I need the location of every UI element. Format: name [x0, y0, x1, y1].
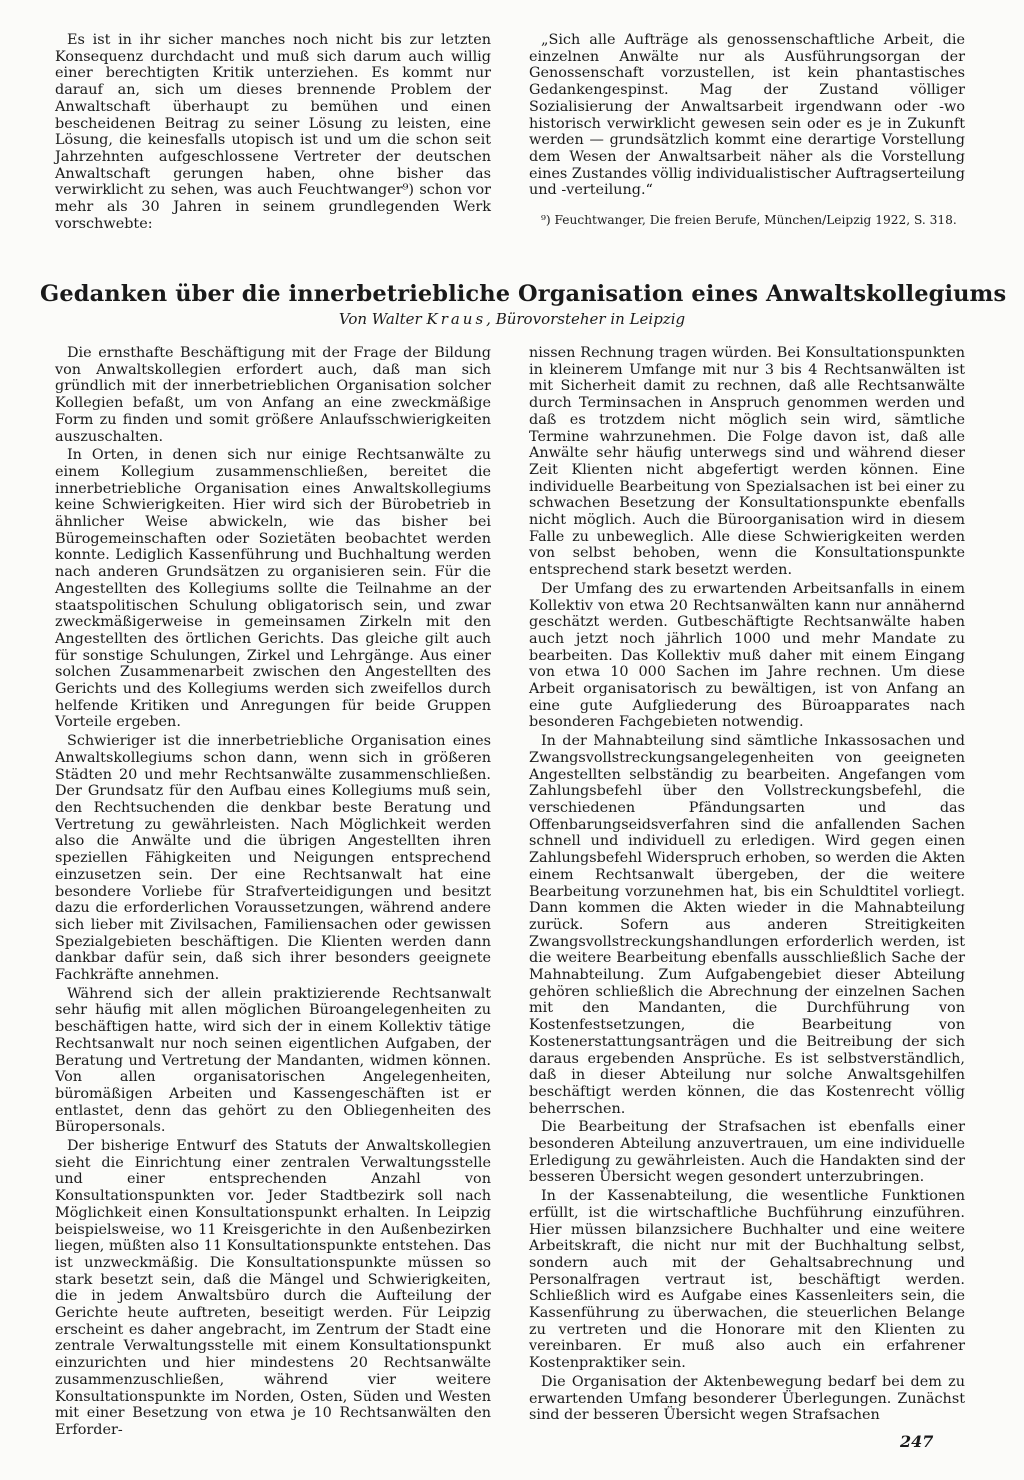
block-quote: „Sich alle Aufträge als genossenschaftliche Arbeit, die einzelnen Anwälte nur als Ausführungsorgan der Genossenschaft vorzustellen, ist kein phantastisches Gedankengespinst. Mag der Zustand völliger Sozialisierung der Anwaltsarbeit irgendwann oder -wo historisch verwirklicht gewesen sein oder es je in Zukunft werden — grundsätzlich kommt eine derartige Vorstellung dem Wesen der Anwaltsarbeit näher als die Vorstellung eines Zustandes völlig individualistischer Auftragserteilung und -verteilung.“: [529, 32, 965, 199]
top-right-column: [529, 32, 965, 232]
paragraph: Die Organisation der Aktenbewegung bedarf bei dem zu erwartenden Umfang besonderer Überlegungen. Zunächst sind der besseren Übersicht wegen Strafsachen: [529, 1373, 965, 1424]
paragraph: Die Bearbeitung der Strafsachen ist ebenfalls einer besonderen Abteilung anzuvertrauen, um eine individuelle Erledigung zu gewährleisten. Auch die Handakten sind der besseren Übersicht wegen gesondert unterzubringen.: [529, 1119, 965, 1186]
paragraph: In der Kassenabteilung, die wesentliche Funktionen erfüllt, ist die wirtschaftliche Buchführung einzuführen. Hier müssen bilanzsichere Buchhalter und eine weitere Arbeitskraft, die nicht nur mit der Buchhaltung selbst, sondern auch mit der Gehaltsabrechnung und Personalfragen vertraut ist, beschäftigt werden. Schließlich wird es Aufgabe eines Kassenleiters sein, die Kassenführung zu überwachen, die steuerlichen Belange zu vertreten und die Honorare mit den Klienten zu vereinbaren. Er muß also auch ein erfahrener Kostenpraktiker sein.: [529, 1188, 965, 1372]
paragraph: Es ist in ihr sicher manches noch nicht bis zur letzten Konsequenz durchdacht und muß sich darum auch willig einer berechtigten Kritik unterziehen. Es kommt nur darauf an, sich um dieses brennende Problem der Anwaltschaft überhaupt zu bemühen und einen bescheidenen Beitrag zu seiner Lösung zu leisten, eine Lösung, die keinesfalls utopisch ist und um die schon seit Jahrzehnten aufgeschlossene Vertreter der deutschen Anwaltschaft gerungen haben, ohne bisher das verwirklicht zu sehen, was auch Feuchtwanger⁹) schon vor mehr als 30 Jahren in seinem grundlegenden Werk vorschwebte:: [55, 32, 491, 232]
byline-prefix: Von Walter: [338, 310, 427, 328]
byline: [0, 310, 1024, 328]
page-number: 247: [900, 1432, 934, 1451]
article-body: [55, 345, 965, 1439]
paragraph: Die ernsthafte Beschäftigung mit der Frage der Bildung von Anwaltskollegien erfordert auch, daß man sich gründlich mit der innerbetrieblichen Organisation solcher Kollegien befaßt, um von Anfang an eine zweckmäßige Form zu finden und somit größere Anlaufsschwierigkeiten auszuschalten.: [55, 345, 491, 445]
top-left-column: [55, 32, 491, 232]
paragraph: Der Umfang des zu erwartenden Arbeitsanfalls in einem Kollektiv von etwa 20 Rechtsanwälten kann nur annähernd geschätzt werden. Gutbeschäftigte Rechtsanwälte haben auch jetzt noch jährlich 1000 und mehr Mandate zu bearbeiten. Das Kollektiv muß daher mit einem Eingang von etwa 10 000 Sachen im Jahre rechnen. Um diese Arbeit organisatorisch zu bewältigen, ist von Anfang an eine gute Aufgliederung des Büroapparates nach besonderen Fachgebieten notwendig.: [529, 580, 965, 731]
body-right-column: [529, 345, 965, 1439]
body-left-column: [55, 345, 491, 1439]
preceding-article-ending: [55, 32, 965, 232]
paragraph: In Orten, in denen sich nur einige Rechtsanwälte zu einem Kollegium zusammenschließen, bereitet die innerbetriebliche Organisation eines Anwaltskollegiums keine Schwierigkeiten. Hier wird sich der Bürobetrieb in ähnlicher Weise abwickeln, wie das bisher bei Bürogemeinschaften oder Sozietäten beobachtet werden konnte. Lediglich Kassenführung und Buchhaltung werden nach anderen Grundsätzen zu organisieren sein. Für die Angestellten des Kollegiums sollte die Teilnahme an der staatspolitischen Schulung obligatorisch sein, und zwar zweckmäßigerweise in gemeinsamen Zirkeln mit den Angestellten des örtlichen Gerichts. Das gleiche gilt auch für sonstige Schulungen, Zirkel und Lehrgänge. Aus einer solchen Zusammenarbeit zwischen den Angestellten des Gerichts und des Kollegiums werden sich zweifellos durch helfende Kritiken und Anregungen für beide Gruppen Vorteile ergeben.: [55, 447, 491, 731]
paragraph: In der Mahnabteilung sind sämtliche Inkassosachen und Zwangsvollstreckungsangelegenheiten von geeigneten Angestellten selbständig zu bearbeiten. Angefangen vom Zahlungsbefehl über den Vollstreckungsbefehl, die verschiedenen Pfändungsarten und das Offenbarungseidsverfahren sind die anfallenden Sachen schnell und individuell zu erledigen. Wird gegen einen Zahlungsbefehl Widerspruch erhoben, so werden die Akten einem Rechtsanwalt übergeben, der die weitere Bearbeitung vorzunehmen hat, bis ein Schuldtitel vorliegt. Dann kommen die Akten wieder in die Mahnabteilung zurück. Sofern aus anderen Streitigkeiten Zwangsvollstreckungshandlungen erforderlich werden, ist die weitere Bearbeitung ebenfalls ausschließlich Sache der Mahnabteilung. Zum Aufgabengebiet dieser Abteilung gehören schließlich die Abrechnung der einzelnen Sachen mit den Mandanten, die Durchführung von Kostenfestsetzungen, die Bearbeitung von Kostenerstattungsanträgen und die Beitreibung der sich daraus ergebenden Ansprüche. Es ist selbstverständlich, daß in dieser Abteilung nur solche Anwaltsgehilfen beschäftigt werden können, die das Kostenrecht völlig beherrschen.: [529, 733, 965, 1117]
footnote: ⁹) Feuchtwanger, Die freien Berufe, München/Leipzig 1922, S. 318.: [541, 213, 957, 228]
paragraph: Schwieriger ist die innerbetriebliche Organisation eines Anwaltskollegiums schon dann, wenn sich in größeren Städten 20 und mehr Rechtsanwälte zusammenschließen. Der Grundsatz für den Aufbau eines Kollegiums muß sein, den Rechtsuchenden die denkbar beste Beratung und Vertretung zu gewährleisten. Nach Möglichkeit werden also die Anwälte und die übrigen Angestellten ihren speziellen Fähigkeiten und Neigungen entsprechend einzusetzen sein. Der eine Rechtsanwalt hat eine besondere Vorliebe für Strafverteidigungen und besitzt dazu die erforderlichen Voraussetzungen, während andere sich lieber mit Zivilsachen, Familiensachen oder gewissen Spezialgebieten beschäftigen. Die Klienten werden dann dankbar dafür sein, daß sich ihrer besonders geeignete Fachkräfte annehmen.: [55, 733, 491, 984]
paragraph: Während sich der allein praktizierende Rechtsanwalt sehr häufig mit allen möglichen Büroangelegenheiten zu beschäftigen hatte, wird sich der in einem Kollektiv tätige Rechtsanwalt nur noch seinen eigentlichen Aufgaben, der Beratung und Vertretung der Mandanten, widmen können. Von allen organisatorischen Angelegenheiten, büromäßigen Arbeiten und Kassengeschäften ist er entlastet, denn das gehört zu den Obliegenheiten des Büropersonals.: [55, 985, 491, 1136]
author-name: Kraus: [426, 310, 487, 328]
paragraph: Der bisherige Entwurf des Statuts der Anwaltskollegien sieht die Einrichtung einer zentralen Verwaltungsstelle und einer entsprechenden Anzahl von Konsultationspunkten vor. Jeder Stadtbezirk soll nach Möglichkeit einen Konsultationspunkt erhalten. In Leipzig beispielsweise, wo 11 Kreisgerichte in den Außenbezirken liegen, müßten also 11 Konsultationspunkte entstehen. Das ist unzweckmäßig. Die Konsultationspunkte müssen so stark besetzt sein, daß die Mängel und Schwierigkeiten, die in jedem Anwaltsbüro durch die Aufteilung der Gerichte heute auftreten, beseitigt werden. Für Leipzig erscheint es daher angebracht, im Zentrum der Stadt eine zentrale Verwaltungsstelle mit einem Konsultationspunkt einzurichten und hier mindestens 20 Rechtsanwälte zusammenzuschließen, während vier weitere Konsultationspunkte im Norden, Osten, Süden und Westen mit einer Besetzung von etwa je 10 Rechtsanwälten den Erforder-: [55, 1138, 491, 1438]
article-title: Gedanken über die innerbetriebliche Organisation eines Anwaltskollegiums: [40, 281, 1007, 307]
paragraph: nissen Rechnung tragen würden. Bei Konsultationspunkten in kleinerem Umfange mit nur 3 bis 4 Rechtsanwälten ist mit Sicherheit damit zu rechnen, daß alle Rechtsanwälte durch Terminsachen in Anspruch genommen werden und daß es trotzdem nicht möglich sein wird, sämtliche Termine wahrzunehmen. Die Folge davon ist, daß alle Anwälte sehr häufig unterwegs sind und während dieser Zeit Klienten nicht abgefertigt werden können. Eine individuelle Bearbeitung von Spezialsachen ist bei einer zu schwachen Besetzung der Konsultationspunkte ebenfalls nicht möglich. Auch die Büroorganisation wird in diesem Falle zu unbeweglich. Alle diese Schwierigkeiten werden von selbst behoben, wenn die Konsultationspunkte entsprechend stark besetzt werden.: [529, 345, 965, 579]
byline-suffix: , Bürovorsteher in Leipzig: [486, 310, 686, 328]
